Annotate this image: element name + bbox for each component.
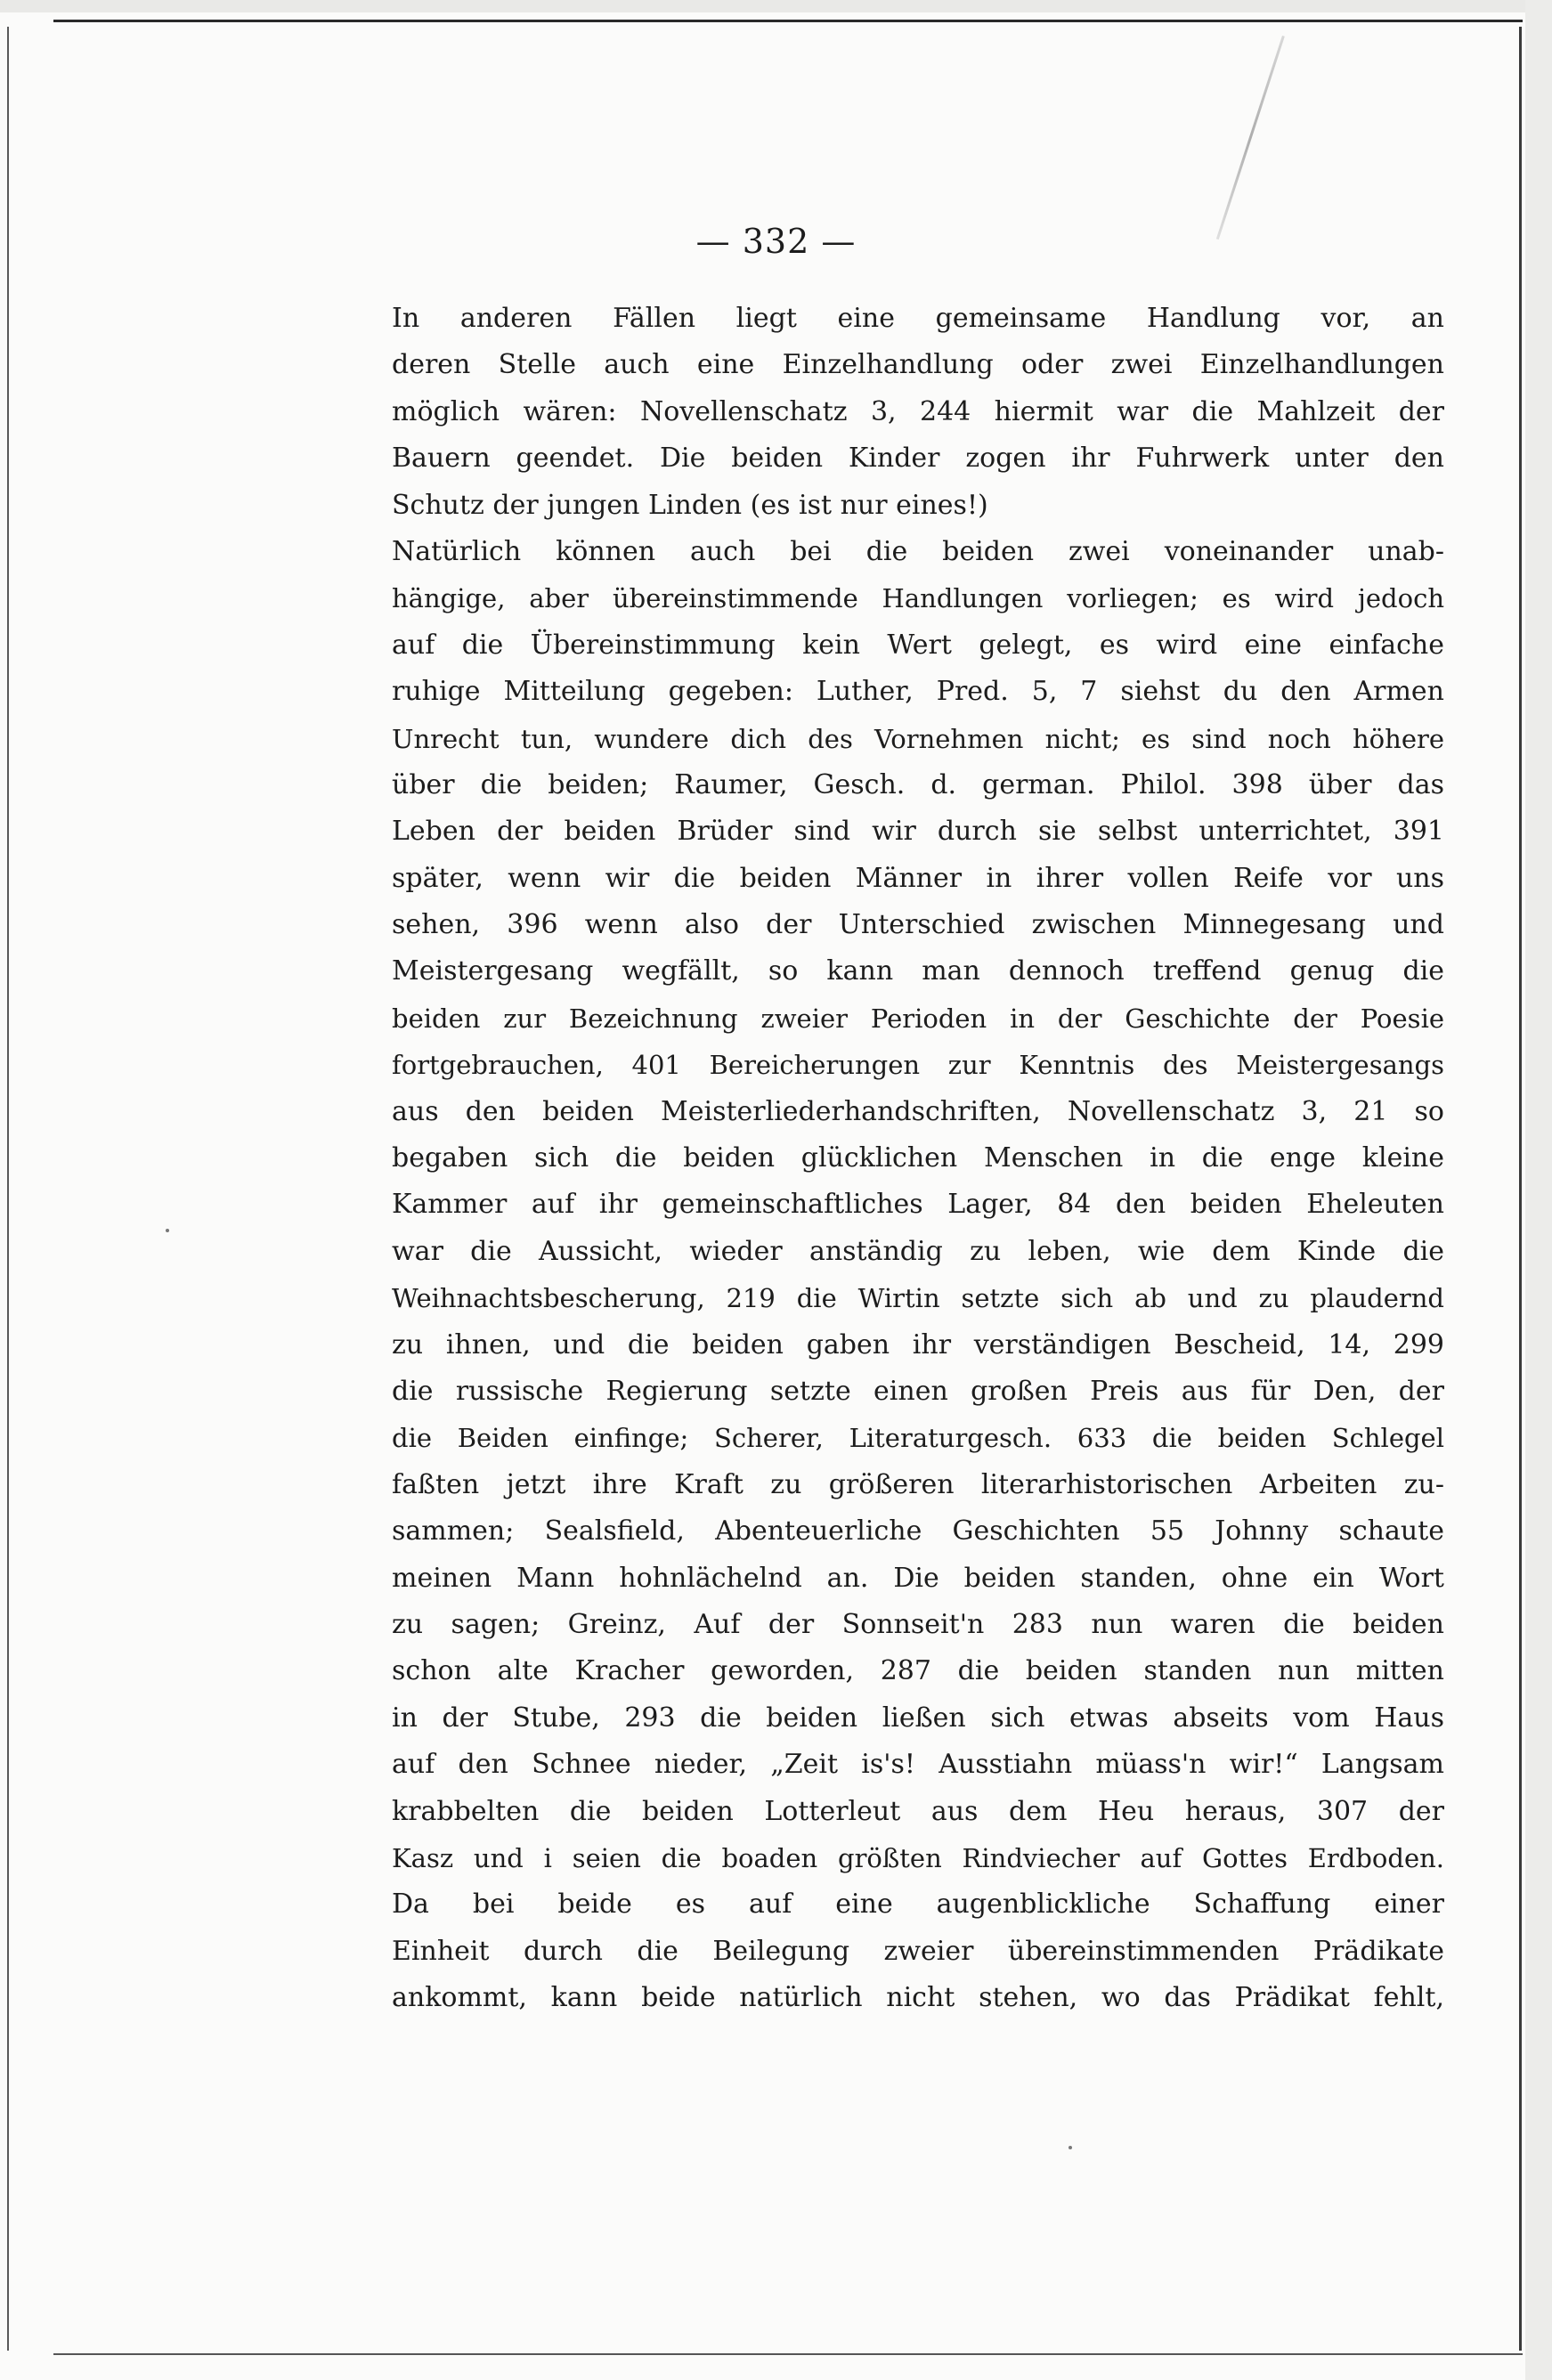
text-line: sehen, 396 wenn also der Unterschied zwischen Minnegesang und <box>392 909 1444 941</box>
text-line: In anderen Fällen liegt eine gemeinsame Handlung vor, an <box>392 303 1444 334</box>
scan-border-right <box>1525 0 1552 2380</box>
text-line: fortgebrauchen, 401 Bereicherungen zur Kenntnis des Meistergesangs <box>392 1050 1444 1081</box>
text-line: ruhige Mitteilung gegeben: Luther, Pred. 5, 7 siehst du den Armen <box>392 676 1444 708</box>
text-line: möglich wären: Novellenschatz 3, 244 hiermit war die Mahlzeit der <box>392 395 1444 427</box>
text-line: Kasz und i seien die boaden größten Rindviecher auf Gottes Erdboden. <box>392 1842 1444 1873</box>
text-line: Kammer auf ihr gemeinschaftliches Lager, 84 den beiden Eheleuten <box>392 1189 1444 1221</box>
text-line: hängige, aber übereinstimmende Handlungen vorliegen; es wird jedoch <box>392 583 1444 614</box>
text-line: Meistergesang wegfällt, so kann man dennoch treffend genug die <box>392 955 1444 987</box>
text-line: zu ihnen, und die beiden gaben ihr verständigen Bescheid, 14, 299 <box>392 1328 1444 1361</box>
text-line: begaben sich die beiden glücklichen Menschen in die enge kleine <box>392 1142 1444 1174</box>
paper-speck <box>1069 2146 1072 2149</box>
scan-border-top <box>0 0 1552 12</box>
text-line: später, wenn wir die beiden Männer in ihrer vollen Reife vor uns <box>392 862 1444 894</box>
text-line: Schutz der jungen Linden (es ist nur eines!) <box>392 489 988 521</box>
text-line: auf die Übereinstimmung kein Wert gelegt, es wird eine einfache <box>392 629 1444 661</box>
text-line: krabbelten die beiden Lotterleut aus dem Heu heraus, 307 der <box>392 1795 1444 1827</box>
text-line: beiden zur Bezeichnung zweier Perioden in der Geschichte der Poesie <box>392 1003 1444 1034</box>
text-line: auf den Schnee nieder, „Zeit is's! Ausstiahn müass'n wir!“ Langsam <box>392 1749 1444 1781</box>
text-line: war die Aussicht, wieder anständig zu leben, wie dem Kinde die <box>392 1235 1444 1267</box>
text-line: Leben der beiden Brüder sind wir durch sie selbst unterrichtet, 391 <box>392 816 1444 848</box>
text-line: meinen Mann hohnlächelnd an. Die beiden standen, ohne ein Wort <box>392 1562 1444 1594</box>
text-line: Natürlich können auch bei die beiden zwei voneinander unab- <box>392 535 1444 567</box>
text-line: ankommt, kann beide natürlich nicht stehen, wo das Prädikat fehlt, <box>392 1982 1444 2014</box>
page-edge-bottom <box>53 2353 1523 2355</box>
paper-crease <box>1216 36 1285 240</box>
text-line: Weihnachtsbescherung, 219 die Wirtin setzte sich ab und zu plaudernd <box>392 1283 1444 1314</box>
text-line: Einheit durch die Beilegung zweier übereinstimmenden Prädikate <box>392 1935 1444 1967</box>
text-line: Unrecht tun, wundere dich des Vornehmen nicht; es sind noch höhere <box>392 723 1444 754</box>
page-edge-left <box>7 27 9 2351</box>
text-line: aus den beiden Meisterliederhandschriften, Novellenschatz 3, 21 so <box>392 1095 1444 1127</box>
text-line: deren Stelle auch eine Einzelhandlung oder zwei Einzelhandlungen <box>392 349 1444 381</box>
text-line: faßten jetzt ihre Kraft zu größeren literarhistorischen Arbeiten zu- <box>392 1468 1444 1500</box>
page-edge-top <box>53 20 1523 22</box>
page-number: — 332 — <box>695 222 857 261</box>
text-line: sammen; Sealsfield, Abenteuerliche Geschichten 55 Johnny schaute <box>392 1515 1444 1547</box>
text-line: Bauern geendet. Die beiden Kinder zogen ihr Fuhrwerk unter den <box>392 443 1444 475</box>
paper-speck <box>166 1229 169 1232</box>
text-line: schon alte Kracher geworden, 287 die beiden standen nun mitten <box>392 1655 1444 1687</box>
text-line: über die beiden; Raumer, Gesch. d. german. Philol. 398 über das <box>392 768 1444 800</box>
page-edge-right <box>1519 27 1522 2351</box>
text-line: zu sagen; Greinz, Auf der Sonnseit'n 283 nun waren die beiden <box>392 1608 1444 1640</box>
text-line: Da bei beide es auf eine augenblickliche Schaffung einer <box>392 1889 1444 1921</box>
text-line: die russische Regierung setzte einen großen Preis aus für Den, der <box>392 1375 1444 1407</box>
text-line: in der Stube, 293 die beiden ließen sich etwas abseits vom Haus <box>392 1702 1444 1734</box>
body-text <box>392 296 1444 2021</box>
text-line: die Beiden einfinge; Scherer, Literaturgesch. 633 die beiden Schlegel <box>392 1423 1444 1454</box>
